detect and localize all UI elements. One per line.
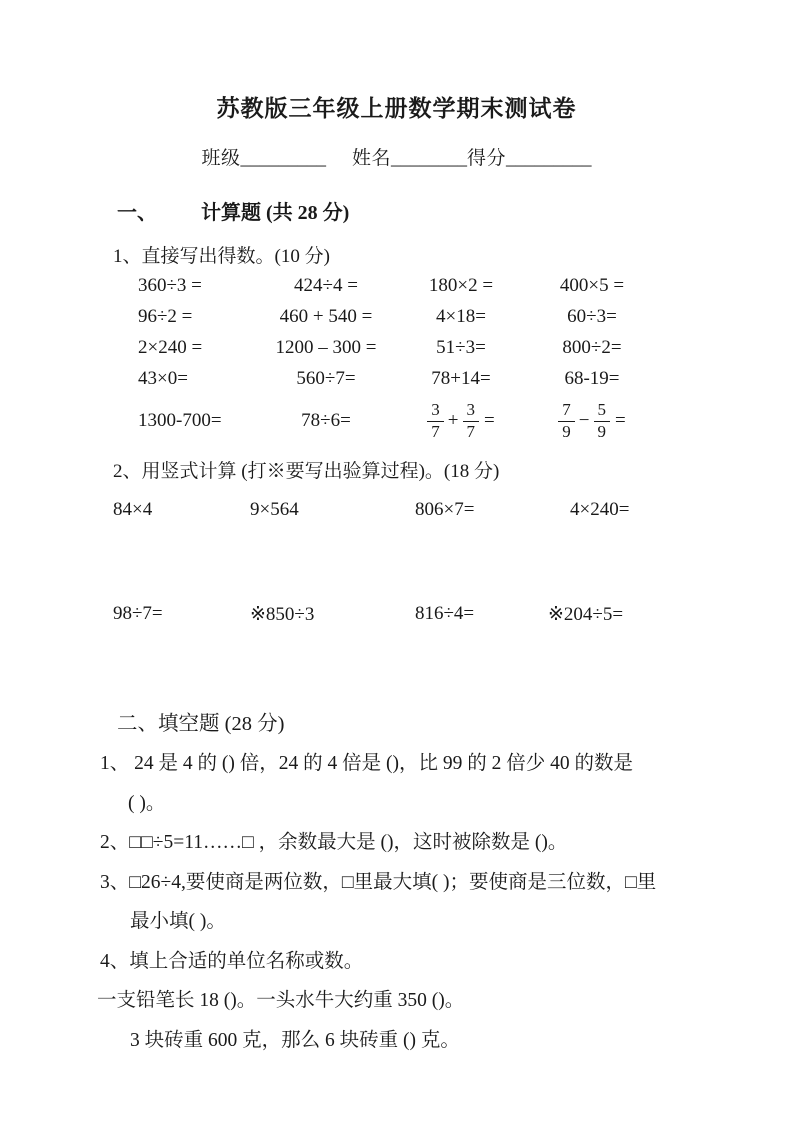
math-problem: 560÷7=: [296, 368, 356, 389]
fraction-problem: [396, 401, 526, 441]
math-problem: 9×564: [250, 499, 299, 520]
math-problem: 1200 – 300 =: [275, 337, 377, 358]
fill-question-2: 2、□□÷5=11……□ ，余数最大是 ()，这时被除数是 ()。: [100, 832, 568, 853]
fraction-numerator: 5: [594, 401, 611, 422]
oral-calc-instruction: 1、直接写出得数。(10 分): [113, 246, 330, 267]
class-blank-line: _________: [240, 148, 326, 169]
fill-question-4-line2: 3 块砖重 600 克，那么 6 块砖重 () 克。: [130, 1029, 460, 1051]
fill-question-4-line1: 一支铅笔长 18 ()。一头水牛大约重 350 ()。: [97, 990, 465, 1011]
equals-sign: =: [615, 410, 626, 431]
operator: +: [447, 410, 459, 431]
math-problem: 360÷3 =: [138, 275, 202, 296]
math-problem: 98÷7=: [113, 603, 163, 624]
math-problem: 800÷2=: [562, 337, 622, 358]
vertical-calc-row: [113, 603, 793, 626]
section1-number: 一、: [117, 202, 157, 224]
oral-row: [138, 332, 658, 363]
math-problem: 51÷3=: [436, 337, 486, 358]
fraction: [558, 401, 575, 441]
name-blank-line: ________: [391, 148, 467, 169]
math-problem: 4×240=: [570, 499, 630, 520]
fill-question-3-line1: 3、□26÷4,要使商是两位数，□里最大填( )；要使商是三位数，□里: [100, 871, 657, 893]
fill-in-blank-section: [0, 744, 793, 1060]
oral-row: [138, 394, 658, 448]
fraction: [427, 401, 444, 441]
section1-heading: [117, 196, 793, 225]
math-problem: 78+14=: [431, 368, 491, 389]
math-problem: 424÷4 =: [294, 275, 358, 296]
page-title: 苏教版三年级上册数学期末测试卷: [216, 96, 577, 121]
fill-question-1-line2: ( )。: [128, 792, 166, 814]
fraction-denominator: 7: [431, 421, 440, 441]
fill-question-1-line1: 1、 24 是 4 的 () 倍，24 的 4 倍是 ()，比 99 的 2 倍少 40 的数是: [100, 753, 633, 774]
vertical-calc-row: [113, 499, 793, 521]
math-problem: ※850÷3: [250, 604, 315, 625]
name-label: 姓名: [351, 148, 391, 169]
section2-heading: 二、填空题 (28 分): [117, 713, 285, 735]
fraction-denominator: 7: [466, 421, 475, 441]
math-problem: 78÷6=: [301, 410, 351, 431]
math-problem: 84×4: [113, 499, 153, 520]
fraction: [463, 401, 480, 441]
fraction-problem: [526, 401, 658, 441]
class-label: 班级: [201, 148, 241, 169]
equals-sign: =: [484, 410, 495, 431]
math-problem: 1300-700=: [138, 410, 222, 431]
fraction-numerator: 3: [463, 401, 480, 422]
oral-row: [138, 270, 658, 301]
math-problem: 2×240 =: [138, 337, 203, 358]
fraction-denominator: 9: [562, 421, 571, 441]
fraction-numerator: 7: [558, 401, 575, 422]
vertical-calc-instruction: 2、用竖式计算 (打※要写出验算过程)。(18 分): [113, 461, 500, 482]
math-problem: 96÷2 =: [138, 306, 193, 327]
student-info-line: [0, 143, 793, 170]
math-problem: 4×18=: [436, 306, 486, 327]
math-problem: 806×7=: [415, 499, 475, 520]
math-problem: 60÷3=: [567, 306, 617, 327]
math-problem: 816÷4=: [415, 603, 475, 624]
math-problem: 460 + 540 =: [279, 306, 373, 327]
oral-row: [138, 363, 658, 394]
oral-row: [138, 301, 658, 332]
math-problem: 43×0=: [138, 368, 188, 389]
oral-calculation-grid: [138, 270, 658, 448]
fraction-denominator: 9: [597, 421, 606, 441]
operator: −: [578, 410, 590, 431]
fill-question-3-line2: 最小填( )。: [130, 911, 226, 932]
math-problem: ※204÷5=: [548, 604, 624, 625]
math-problem: 68-19=: [564, 368, 620, 389]
fill-question-4-label: 4、填上合适的单位名称或数。: [100, 950, 364, 972]
section1-title: 计算题 (共 28 分): [201, 202, 350, 224]
fraction-numerator: 3: [427, 401, 444, 422]
math-problem: 400×5 =: [559, 275, 625, 296]
score-blank-line: _________: [506, 148, 592, 169]
fraction: [594, 401, 611, 441]
math-problem: 180×2 =: [428, 275, 494, 296]
score-label: 得分: [467, 148, 507, 169]
